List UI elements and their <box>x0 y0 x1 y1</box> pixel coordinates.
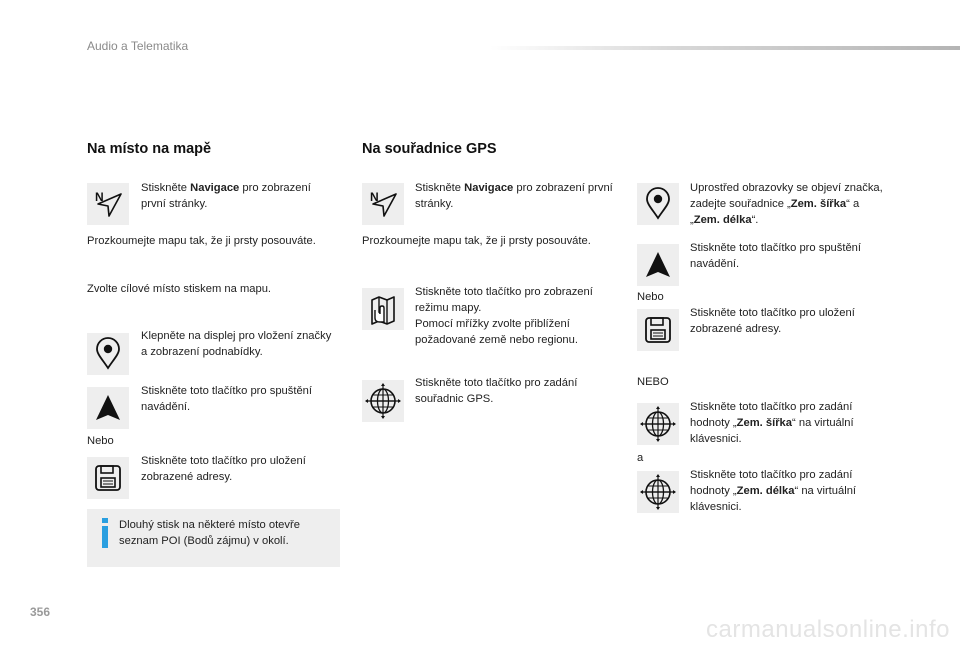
header-rule <box>490 46 960 50</box>
navigation-icon <box>87 183 129 225</box>
map-pin-icon <box>637 183 679 225</box>
navigation-icon <box>362 183 404 225</box>
step-open-navigation: Stiskněte Navigace pro zobrazení první stránky. <box>141 182 311 210</box>
save-icon <box>637 309 679 351</box>
instruction-enter-latitude: Stiskněte toto tlačítko pro zadání hodnoty „Zem. šířka“ na virtuální klávesnici. <box>690 401 854 445</box>
section-heading-gps-coordinates: Na souřadnice GPS <box>362 141 497 157</box>
globe-icon <box>362 380 404 422</box>
info-icon <box>101 518 109 548</box>
map-mode-icon <box>362 288 404 330</box>
instruction-place-marker: Klepněte na displej pro vložení značky a zobrazení podnabídky. <box>141 330 332 358</box>
instruction-select-destination: Zvolte cílové místo stiskem na mapu. <box>87 283 272 295</box>
label-or: Nebo <box>637 291 664 303</box>
label-and: a <box>637 452 644 464</box>
globe-icon <box>637 403 679 445</box>
label-or-caps: NEBO <box>637 376 669 388</box>
instruction-enter-longitude: Stiskněte toto tlačítko pro zadání hodnoty „Zem. délka“ na virtuální klávesnici. <box>690 469 857 513</box>
instruction-explore-map-gps: Prozkoumejte mapu tak, že ji prsty posouváte. <box>362 235 591 247</box>
watermark: carmanualsonline.info <box>706 616 950 642</box>
page-number: 356 <box>30 605 51 619</box>
instruction-save-address: Stiskněte toto tlačítko pro uložení zobrazené adresy. <box>141 455 306 483</box>
instruction-marker-coordinates: Uprostřed obrazovky se objeví značka, zadejte souřadnice „Zem. šířka“ a „Zem. délka“. <box>690 182 883 226</box>
section-heading-map-location: Na místo na mapě <box>87 141 212 157</box>
save-icon <box>87 457 129 499</box>
instruction-map-mode: Stiskněte toto tlačítko pro zobrazení režimu mapy. Pomocí mřížky zvolte přiblížení požadované země nebo regionu. <box>415 286 593 346</box>
instruction-start-guidance: Stiskněte toto tlačítko pro spuštění navádění. <box>141 385 313 413</box>
globe-icon <box>637 471 679 513</box>
map-pin-icon <box>87 333 129 375</box>
tip-text: Dlouhý stisk na některé místo otevře seznam POI (Bodů zájmu) v okolí. <box>119 519 300 547</box>
instruction-enter-gps: Stiskněte toto tlačítko pro zadání souřadnic GPS. <box>415 377 578 405</box>
tip-box <box>87 509 340 567</box>
instruction-start-guidance-gps: Stiskněte toto tlačítko pro spuštění navádění. <box>690 242 862 270</box>
label-or: Nebo <box>87 435 114 447</box>
instruction-explore-map: Prozkoumejte mapu tak, že ji prsty posouváte. <box>87 235 316 247</box>
navigate-arrow-icon <box>87 387 129 429</box>
navigate-arrow-icon <box>637 244 679 286</box>
step-open-navigation-gps: Stiskněte Navigace pro zobrazení první stránky. <box>415 182 613 210</box>
running-header: Audio a Telematika <box>87 39 189 53</box>
instruction-save-address-gps: Stiskněte toto tlačítko pro uložení zobrazené adresy. <box>690 307 855 335</box>
